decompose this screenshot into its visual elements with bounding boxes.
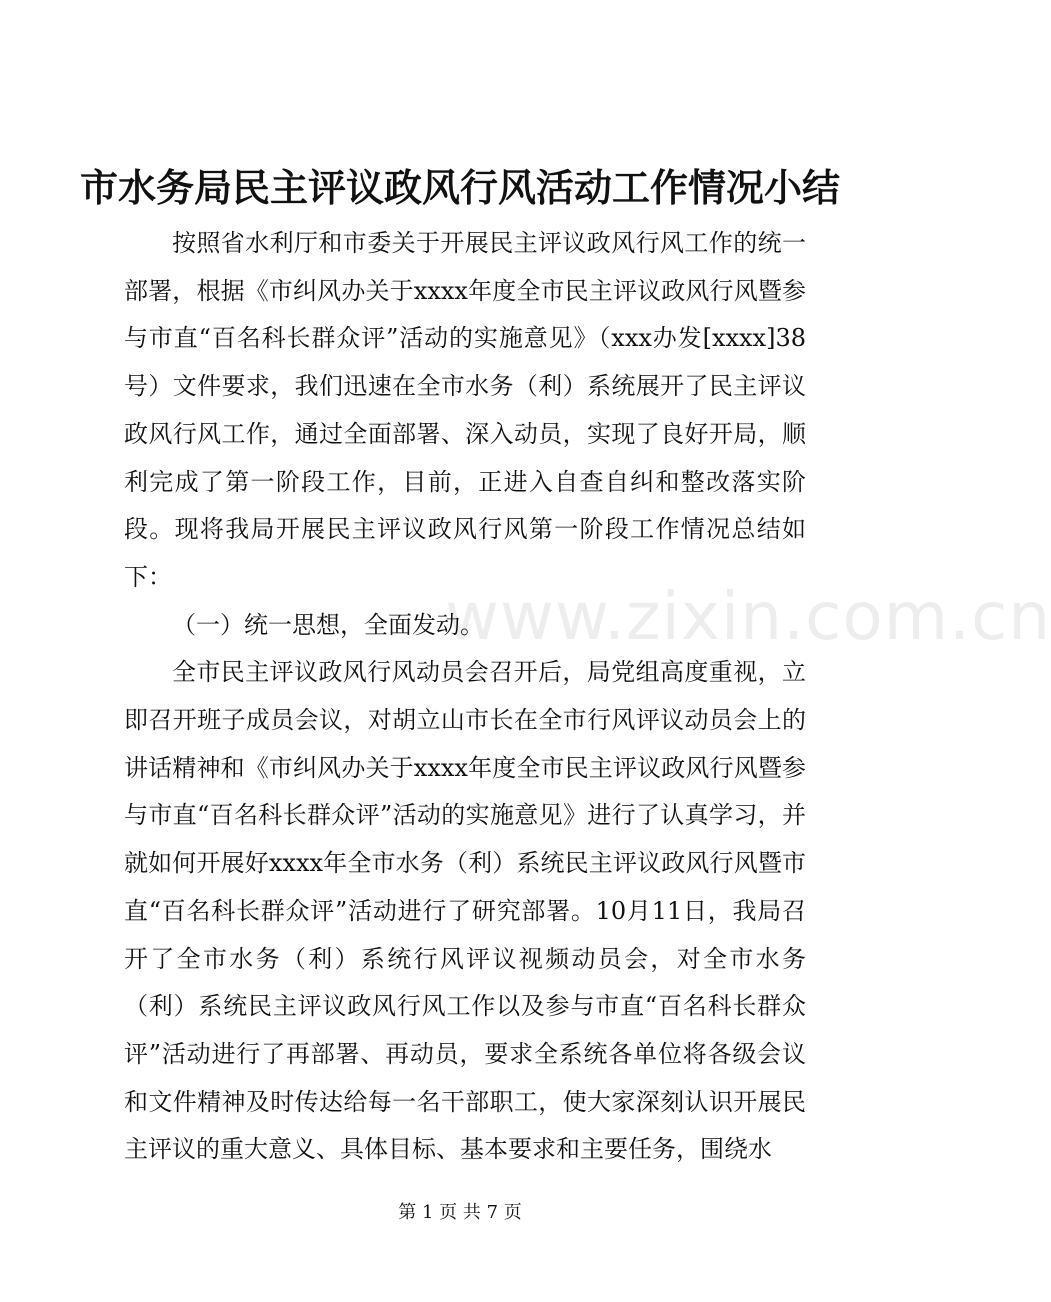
- document-body: [124, 220, 806, 1174]
- page-footer: 第 1 页 共 7 页: [398, 1202, 522, 1223]
- paragraph-intro: 按照省水利厅和市委关于开展民主评议政风行风工作的统一部署，根据《市纠风办关于xxxx年度全市民主评议政风行风暨参与市直“百名科长群众评”活动的实施意见》（xxx办发[xxxx]38号）文件要求，我们迅速在全市水务（利）系统展开了民主评议政风行风工作，通过全面部署、深入动员，实现了良好开局，顺利完成了第一阶段工作，目前，正进入自查自纠和整改落实阶段。现将我局开展民主评议政风行风第一阶段工作情况总结如下：: [124, 229, 806, 591]
- watermark: www.zixin.com.cn: [445, 578, 1051, 655]
- section-heading: （一）统一思想，全面发动。: [172, 610, 484, 639]
- page-title: 市水务局民主评议政风行风活动工作情况小结: [79, 165, 840, 210]
- paragraph-body: 全市民主评议政风行风动员会召开后，局党组高度重视，立即召开班子成员会议，对胡立山市长在全市行风评议动员会上的讲话精神和《市纠风办关于xxxx年度全市民主评议政风行风暨参与市直“百名科长群众评”活动的实施意见》进行了认真学习，并就如何开展好xxxx年全市水务（利）系统民主评议政风行风暨市直“百名科长群众评”活动进行了研究部署。10月11日，我局召开了全市水务（利）系统行风评议视频动员会，对全市水务（利）系统民主评议政风行风工作以及参与市直“百名科长群众评”活动进行了再部署、再动员，要求全系统各单位将各级会议和文件精神及时传达给每一名干部职工，使大家深刻认识开展民主评议的重大意义、具体目标、基本要求和主要任务，围绕水: [124, 658, 806, 1164]
